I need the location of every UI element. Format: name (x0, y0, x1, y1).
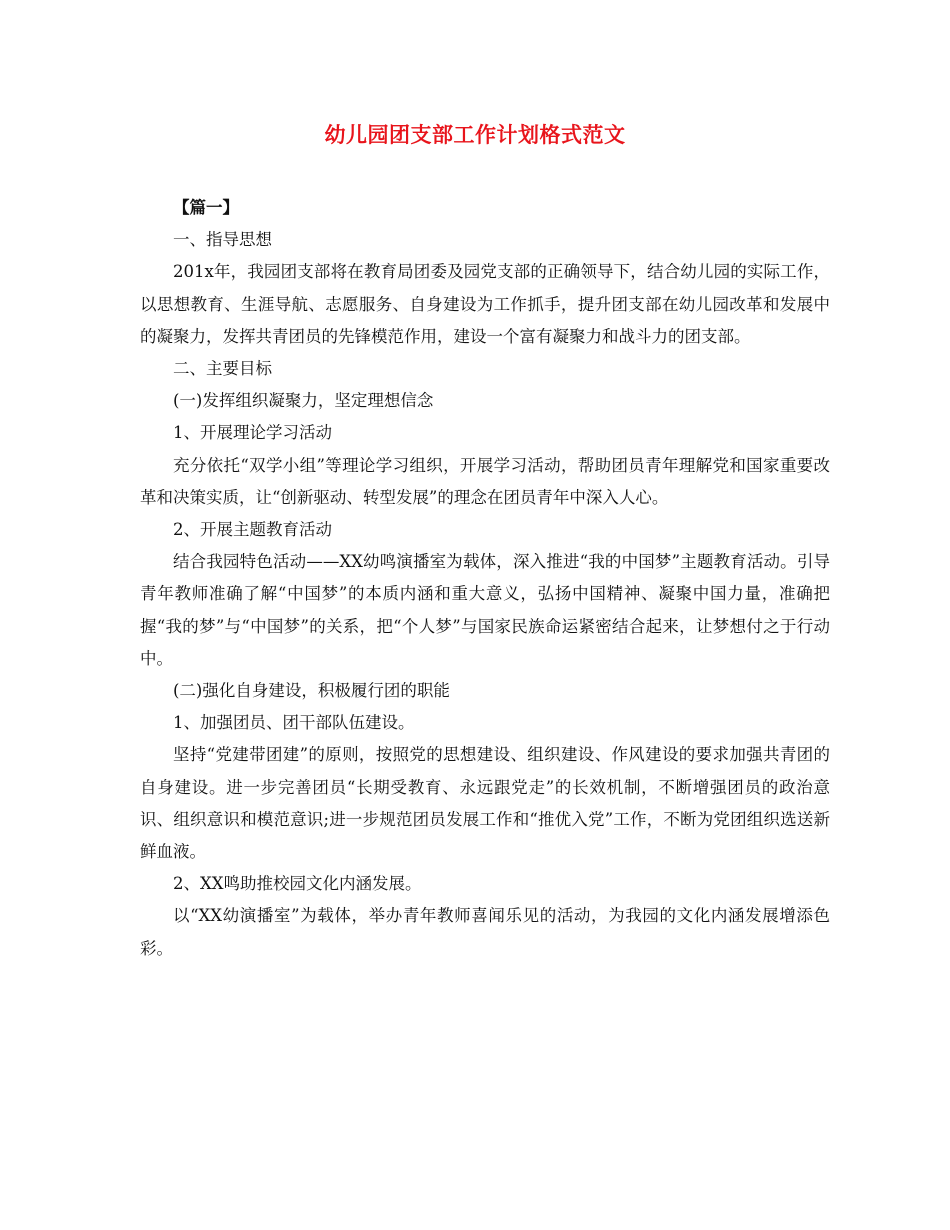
document-body (140, 192, 830, 965)
subsection-heading: (一)发挥组织凝聚力，坚定理想信念 (173, 391, 434, 411)
item-heading: 1、加强团员、团干部队伍建设。 (173, 713, 415, 733)
document-title: 幼儿园团支部工作计划格式范文 (324, 122, 626, 147)
section-heading: 二、主要目标 (173, 359, 272, 379)
item-heading: 1、开展理论学习活动 (173, 423, 332, 443)
body-paragraph: 充分依托“双学小组”等理论学习组织，开展学习活动，帮助团员青年理解党和国家重要改革和决策实质，让“创新驱动、转型发展”的理念在团员青年中深入人心。 (140, 455, 830, 507)
body-paragraph: 201x年，我园团支部将在教育局团委及园党支部的正确领导下，结合幼儿园的实际工作，以思想教育、生涯导航、志愿服务、自身建设为工作抓手，提升团支部在幼儿园改革和发展中的凝聚力，发挥共青团员的先锋模范作用，建设一个富有凝聚力和战斗力的团支部。 (140, 262, 830, 346)
section-heading: 一、指导思想 (173, 230, 272, 250)
item-heading: 2、XX鸣助推校园文化内涵发展。 (173, 874, 422, 894)
body-paragraph: 以“XX幼演播室”为载体，举办青年教师喜闻乐见的活动，为我园的文化内涵发展增添色彩。 (140, 906, 830, 958)
body-paragraph: 结合我园特色活动——XX幼鸣演播室为载体，深入推进“我的中国梦”主题教育活动。引导青年教师准确了解“中国梦”的本质内涵和重大意义，弘扬中国精神、凝聚中国力量，准确把握“我的梦”与“中国梦”的关系，把“个人梦”与国家民族命运紧密结合起来，让梦想付之于行动中。 (140, 552, 830, 668)
item-heading: 2、开展主题教育活动 (173, 520, 332, 540)
subsection-heading: (二)强化自身建设，积极履行团的职能 (173, 681, 450, 701)
section-marker: 【篇一】 (173, 198, 239, 217)
body-paragraph: 坚持“党建带团建”的原则，按照党的思想建设、组织建设、作风建设的要求加强共青团的自身建设。进一步完善团员“长期受教育、永远跟党走”的长效机制，不断增强团员的政治意识、组织意识和模范意识;进一步规范团员发展工作和“推优入党”工作，不断为党团组织选送新鲜血液。 (140, 745, 830, 862)
